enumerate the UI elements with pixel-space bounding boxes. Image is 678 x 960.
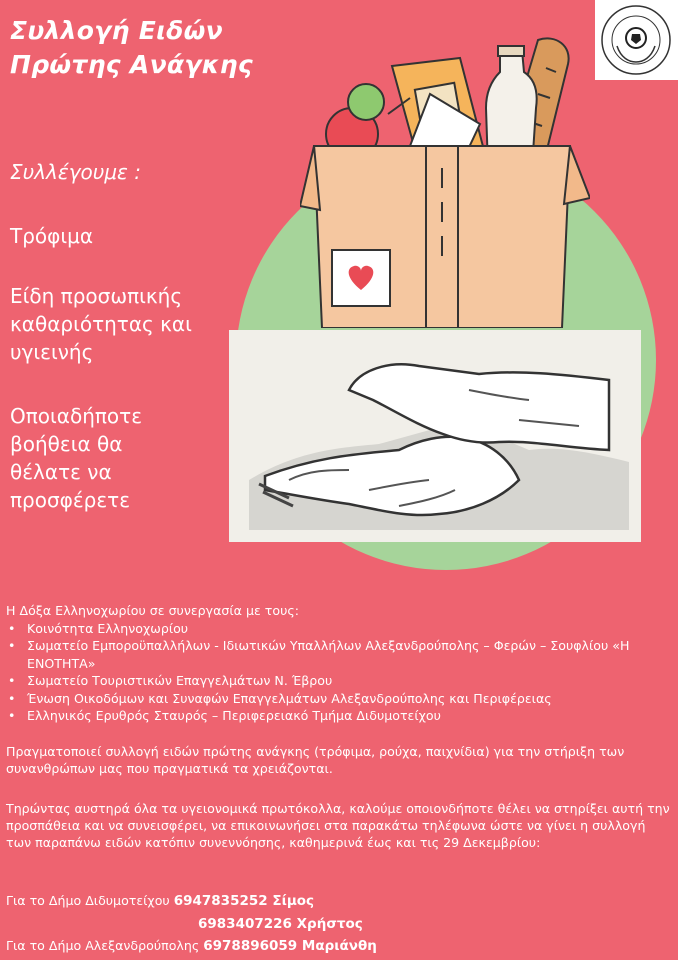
protocols-paragraph: Τηρώντας αυστηρά όλα τα υγειονομικά πρωτόκολλα, καλούμε οποιονδήποτε θέλει να στηρίξει αυτή την προσπάθεια και να συνεισφέρει, να επικοινωνήσει στα παρακάτω τηλέφωνα ώστε να γίνει η συλλογή των παραπάνω ειδών κατόπιν συνεννόησης, καθημερινά έως και τις 29 Δεκεμβρίου: [6,801,670,851]
collect-heading: Συλλέγουμε : [10,160,141,184]
collect-item-line: καθαριότητας και [10,312,192,336]
partners-list [6,620,670,724]
collect-item-any-help [10,402,142,514]
contact-alexandroupoli [6,935,377,957]
contact-label: Για το Δήμο Αλεξανδρούπολης [6,938,200,953]
partner-item: • Κοινότητα Ελληνοχωρίου [6,620,670,637]
contact-phone[interactable]: 6978896059 Μαριάνθη [203,938,377,954]
grocery-box-illustration [300,28,590,328]
collect-item-line: βοήθεια θα [10,432,123,456]
collect-item-line: Οποιαδήποτε [10,404,143,428]
collect-item-line: προσφέρετε [10,488,131,512]
contact-phone[interactable]: 6983407226 Χρήστος [198,916,363,932]
partner-item: • Σωματείο Τουριστικών Επαγγελμάτων Ν. Έβρου [6,672,670,689]
partner-item: • Ένωση Οικοδόμων και Συναφών Επαγγελμάτων Αλεξανδρούπολης και Περιφέρειας [6,690,670,707]
partner-item: • Ελληνικός Ερυθρός Σταυρός – Περιφερειακό Τμήμα Διδυμοτείχου [6,707,670,724]
contact-didymoteicho [6,890,314,912]
contact-phone[interactable]: 6947835252 Σίμος [173,893,315,909]
page-title [10,14,253,82]
handshake-illustration [229,330,641,542]
title-line: Πρώτης Ανάγκης [10,50,253,79]
club-logo [595,0,678,80]
contact-didymoteicho-2 [198,913,363,935]
collect-item-line: υγιεινής [10,340,94,364]
partner-item: • Σωματείο Εμποροϋπαλλήλων - Ιδιωτικών Υπαλλήλων Αλεξανδρούπολης – Φερών – Σουφλίου «Η ΕΝΟΤΗΤΑ» [6,637,670,672]
collect-item-food: Τρόφιμα [10,224,94,248]
collection-paragraph: Πραγματοποιεί συλλογή ειδών πρώτης ανάγκης (τρόφιμα, ρούχα, παιχνίδια) για την στήριξη των συνανθρώπων μας που πραγματικά τα χρειάζονται. [6,744,625,777]
collect-item-line: Είδη προσωπικής [10,284,183,308]
collect-item-line: θέλατε να [10,460,112,484]
collect-item-hygiene [10,282,192,366]
contact-label: Για το Δήμο Διδυμοτείχου [6,893,170,908]
title-line: Συλλογή Ειδών [10,16,223,45]
intro-text: Η Δόξα Ελληνοχωρίου σε συνεργασία με τους: [6,603,300,618]
